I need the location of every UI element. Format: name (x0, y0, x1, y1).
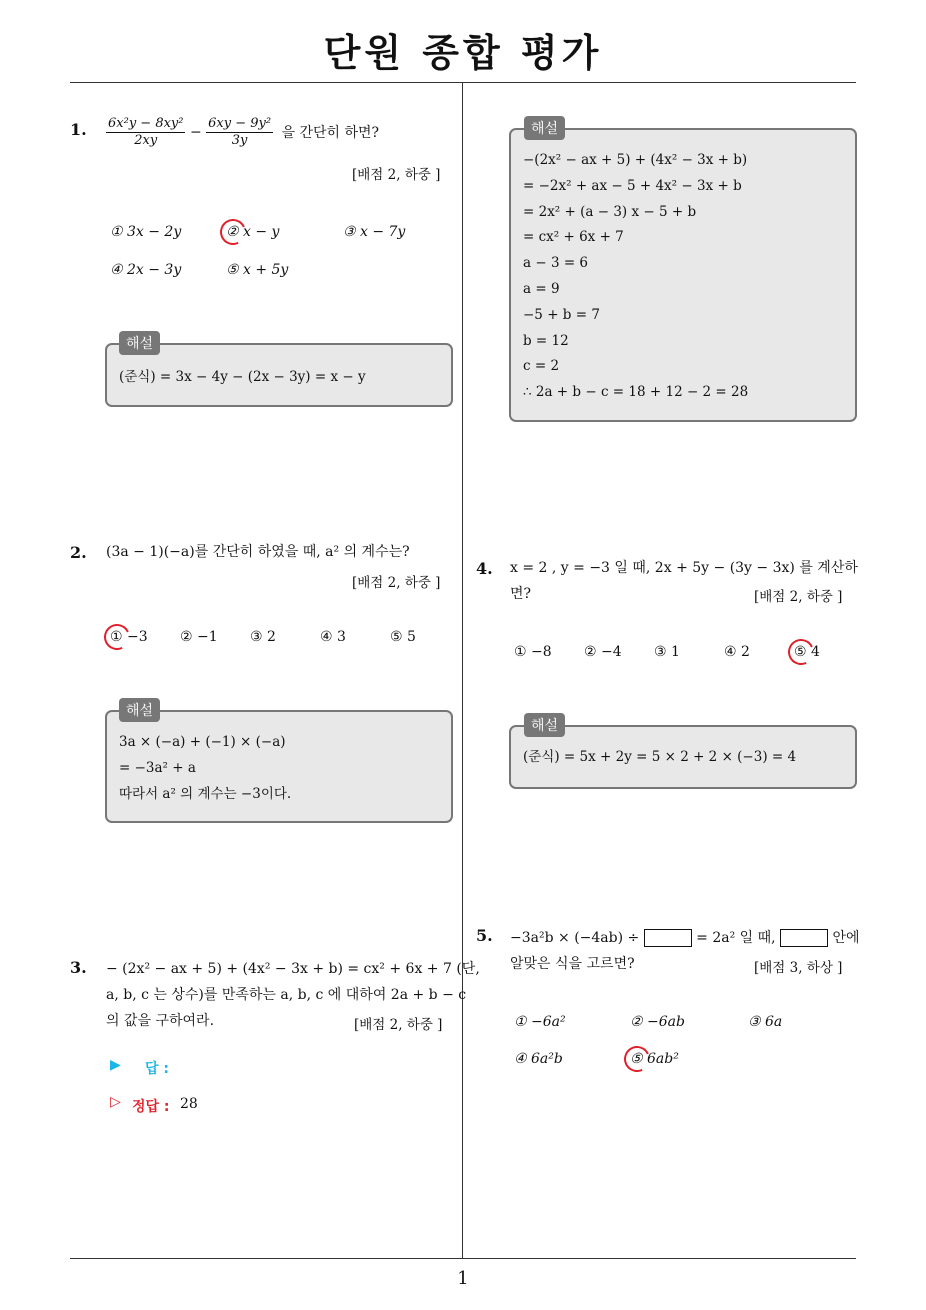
question-number: 4. (476, 559, 493, 578)
choice-5[interactable]: ⑤ 6ab² (630, 1051, 679, 1067)
choice-5[interactable]: ⑤ 5 (390, 629, 416, 645)
page-number: 1 (457, 1268, 469, 1289)
choice-4[interactable]: ④ 3 (320, 629, 346, 645)
answer-mark-circle (784, 635, 817, 668)
question-number: 2. (70, 543, 87, 562)
choice-5[interactable]: ⑤ x + 5y (226, 262, 289, 278)
blank-box (644, 929, 692, 947)
answer-play-icon: ▶ (110, 1057, 121, 1073)
question-line: 의 값을 구하여라. (106, 1013, 215, 1029)
correct-answer-icon: ▷ (110, 1094, 121, 1110)
explanation-box (509, 128, 857, 422)
choice-3[interactable]: ③ 6a (748, 1014, 783, 1030)
explanation-tag: 해설 (524, 713, 565, 737)
choice-3[interactable]: ③ 2 (250, 629, 276, 645)
choice-2[interactable]: ② −1 (180, 629, 218, 645)
explanation-tag: 해설 (119, 698, 160, 722)
choice-1[interactable]: ① −6a² (514, 1014, 566, 1030)
explanation-box (105, 710, 453, 823)
answer-mark-circle (216, 215, 249, 248)
choice-5[interactable]: ⑤ 4 (794, 644, 820, 660)
score-label: [배점 2, 하중 ] (354, 1017, 443, 1033)
question-text: (3a − 1)(−a)를 간단히 하였을 때, a² 의 계수는? (106, 544, 410, 560)
blank-box (780, 929, 828, 947)
explanation-line: −(2x² − ax + 5) + (4x² − 3x + b) (523, 152, 748, 168)
choice-3[interactable]: ③ x − 7y (343, 224, 406, 240)
header-divider (70, 82, 856, 83)
column-divider (462, 83, 463, 1259)
page-title: 단원 종합 평가 (323, 31, 603, 75)
explanation-line: b = 12 (523, 332, 569, 349)
choice-2[interactable]: ② −4 (584, 644, 622, 660)
choice-1[interactable]: ① 3x − 2y (110, 224, 182, 240)
fraction: $\frac{\text{6x²y − 8xy²}}{2xy}$ (108, 116, 184, 148)
score-label: [배점 2, 하중 ] (754, 589, 843, 605)
choice-4[interactable]: ④ 2x − 3y (110, 262, 182, 278)
explanation-line: a − 3 = 6 (523, 255, 589, 272)
explanation-tag: 해설 (524, 116, 565, 140)
question-line: a, b, c 는 상수)를 만족하는 a, b, c 에 대하여 2a + b − c (106, 987, 467, 1003)
explanation-line: c = 2 (523, 358, 560, 375)
score-label: [배점 3, 하상 ] (754, 960, 843, 976)
explanation-tag: 해설 (119, 331, 160, 355)
explanation-line: ∴ 2a + b − c = 18 + 12 − 2 = 28 (523, 384, 749, 401)
explanation-line: (준식) = 5x + 2y = 5 × 2 + 2 × (−3) = 4 (523, 749, 797, 765)
explanation-line: −5 + b = 7 (523, 306, 600, 323)
score-label: [배점 2, 하중 ] (352, 167, 441, 183)
question-number: 1. (70, 120, 87, 139)
explanation-line: (준식) = 3x − 4y − (2x − 3y) = x − y (119, 369, 366, 385)
question-number: 3. (70, 958, 87, 977)
explanation-line: = −3a² + a (119, 759, 196, 776)
question-line: − (2x² − ax + 5) + (4x² − 3x + b) = cx² + 6x + 7 (단, (106, 961, 480, 977)
question-number: 5. (476, 926, 493, 945)
answer-mark-circle (100, 620, 133, 653)
question-text: $\frac{\text{6x²y − 8xy²}}{2xy}$ − $\frac{\text{6xy − 9y²}}{3y}$ 을 간단히 하면? (108, 116, 380, 148)
correct-answer-value: 28 (180, 1096, 198, 1112)
answer-label: 답 : (145, 1061, 169, 1077)
choice-2[interactable]: ② −6ab (630, 1014, 685, 1030)
choice-3[interactable]: ③ 1 (654, 644, 680, 660)
choice-2[interactable]: ② x − y (226, 224, 280, 240)
explanation-line: 따라서 a² 의 계수는 −3이다. (119, 785, 292, 802)
score-label: [배점 2, 하중 ] (352, 575, 441, 591)
question-line: 알맞은 식을 고르면? (510, 956, 635, 972)
question-line: 면? (510, 586, 532, 602)
choice-4[interactable]: ④ 6a²b (514, 1051, 563, 1067)
explanation-line: = −2x² + ax − 5 + 4x² − 3x + b (523, 177, 742, 194)
question-line: x = 2 , y = −3 일 때, 2x + 5y − (3y − 3x) 를 계산하 (510, 560, 858, 576)
explanation-line: a = 9 (523, 280, 560, 297)
fraction: $\frac{\text{6xy − 9y²}}{3y}$ (208, 116, 272, 148)
explanation-line: = cx² + 6x + 7 (523, 229, 624, 246)
question-line: −3a²b × (−4ab) ÷ = 2a² 일 때, 안에 (510, 930, 860, 946)
footer-divider (70, 1258, 856, 1259)
choice-4[interactable]: ④ 2 (724, 644, 750, 660)
correct-answer-label: 정답 : (132, 1099, 170, 1115)
choice-1[interactable]: ① −8 (514, 644, 552, 660)
explanation-line: 3a × (−a) + (−1) × (−a) (119, 734, 286, 750)
choice-1[interactable]: ① −3 (110, 629, 148, 645)
explanation-line: = 2x² + (a − 3) x − 5 + b (523, 203, 697, 220)
answer-mark-circle (620, 1042, 653, 1075)
